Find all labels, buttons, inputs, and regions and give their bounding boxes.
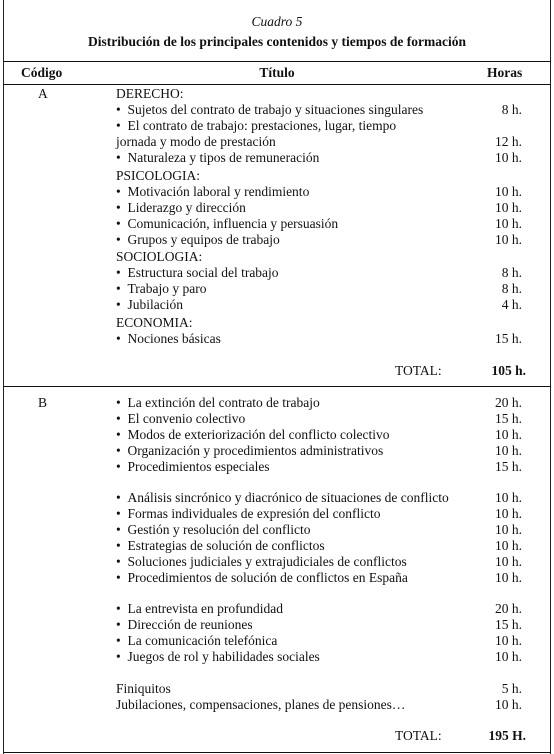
table-row-text: • Dirección de reuniones xyxy=(116,617,253,633)
table-row-hours: 15 h. xyxy=(495,459,522,474)
block-divider xyxy=(3,386,551,387)
table-row-text: • La extinción del contrato de trabajo xyxy=(116,395,320,411)
table-row-hours: 5 h. xyxy=(501,681,522,696)
table-row-hours: 20 h. xyxy=(495,601,522,616)
table-row-text: • Liderazgo y dirección xyxy=(116,200,246,216)
table-row-text: • Análisis sincrónico y diacrónico de situaciones de conflicto xyxy=(116,490,449,506)
table-row-hours: 10 h. xyxy=(495,443,522,458)
table-row-hours: 10 h. xyxy=(495,427,522,442)
section-heading: ECONOMIA: xyxy=(116,315,193,330)
table-row-text: • Motivación laboral y rendimiento xyxy=(116,184,309,200)
table-row-text: • Estrategias de solución de conflictos xyxy=(116,538,325,554)
table-row-text: • El contrato de trabajo: prestaciones, lugar, tiempo xyxy=(116,118,396,134)
table-row-text: • Organización y procedimientos administrativos xyxy=(116,443,383,459)
block-code-b: B xyxy=(38,395,48,410)
header-rule xyxy=(3,84,551,85)
table-row-text: • Nociones básicas xyxy=(116,331,221,347)
table-row-text: • Comunicación, influencia y persuasión xyxy=(116,216,338,232)
header-hours: Horas xyxy=(487,65,523,80)
table-row-hours: 10 h. xyxy=(495,697,522,712)
table-row-hours: 10 h. xyxy=(495,538,522,553)
table-row-hours: 10 h. xyxy=(495,570,522,585)
table-row-hours: 10 h. xyxy=(495,184,522,199)
table-row-text: • Juegos de rol y habilidades sociales xyxy=(116,649,320,665)
table-row-hours: 20 h. xyxy=(495,395,522,410)
table-row-hours: 10 h. xyxy=(495,554,522,569)
total-value: 195 H. xyxy=(488,728,526,743)
table-row-hours: 8 h. xyxy=(501,102,522,117)
table-row-text: • Procedimientos de solución de conflictos en España xyxy=(116,570,408,586)
table-row-text: • Grupos y equipos de trabajo xyxy=(116,232,280,248)
table-row-hours: 15 h. xyxy=(495,411,522,426)
table-row-hours: 10 h. xyxy=(495,200,522,215)
table-row-text: • El convenio colectivo xyxy=(116,411,245,427)
table-row-hours: 10 h. xyxy=(495,490,522,505)
header-title: Título xyxy=(259,65,295,80)
top-rule xyxy=(3,61,551,62)
table-row-hours: 8 h. xyxy=(501,265,522,280)
table-row-text: Finiquitos xyxy=(116,681,171,696)
table-row-text: • Procedimientos especiales xyxy=(116,459,270,475)
table-row-text: • La entrevista en profundidad xyxy=(116,601,283,617)
table-row-hours: 10 h. xyxy=(495,506,522,521)
table-row-text: • Naturaleza y tipos de remuneración xyxy=(116,150,319,166)
table-row-hours: 10 h. xyxy=(495,649,522,664)
bottom-rule xyxy=(3,752,551,753)
section-heading: PSICOLOGIA: xyxy=(116,168,201,183)
table-row-hours: 15 h. xyxy=(495,331,522,346)
table-row-hours: 10 h. xyxy=(495,522,522,537)
table-row-hours: 10 h. xyxy=(495,150,522,165)
total-label: TOTAL: xyxy=(395,728,442,743)
table-row-text: • La comunicación telefónica xyxy=(116,633,277,649)
header-code: Código xyxy=(21,65,63,80)
table-caption: Cuadro 5 xyxy=(251,14,303,29)
table-row-text: • Formas individuales de expresión del conflicto xyxy=(116,506,381,522)
table-row-text: • Gestión y resolución del conflicto xyxy=(116,522,310,538)
table-row-text: • Soluciones judiciales y extrajudiciales de conflictos xyxy=(116,554,407,570)
table-row-text: • Sujetos del contrato de trabajo y situaciones singulares xyxy=(116,102,423,118)
table-row-text: • Estructura social del trabajo xyxy=(116,265,279,281)
table-row-text: • Jubilación xyxy=(116,297,183,313)
table-row-hours: 10 h. xyxy=(495,633,522,648)
table-row-text: jornada y modo de prestación xyxy=(116,134,276,149)
table-row-hours: 15 h. xyxy=(495,617,522,632)
table-row-hours: 10 h. xyxy=(495,232,522,247)
total-value: 105 h. xyxy=(491,363,526,378)
total-label: TOTAL: xyxy=(395,363,442,378)
table-row-text: Jubilaciones, compensaciones, planes de pensiones… xyxy=(116,697,406,712)
section-heading: DERECHO: xyxy=(116,86,184,101)
table-row-hours: 10 h. xyxy=(495,216,522,231)
section-heading: SOCIOLOGIA: xyxy=(116,249,203,264)
table-row-text: • Modos de exteriorización del conflicto colectivo xyxy=(116,427,390,443)
table-row-hours: 12 h. xyxy=(495,134,522,149)
table-row-hours: 4 h. xyxy=(501,297,522,312)
block-code-a: A xyxy=(38,86,48,101)
table-row-text: • Trabajo y paro xyxy=(116,281,206,297)
table-row-hours: 8 h. xyxy=(501,281,522,296)
table-title: Distribución de los principales contenidos y tiempos de formación xyxy=(87,34,466,49)
